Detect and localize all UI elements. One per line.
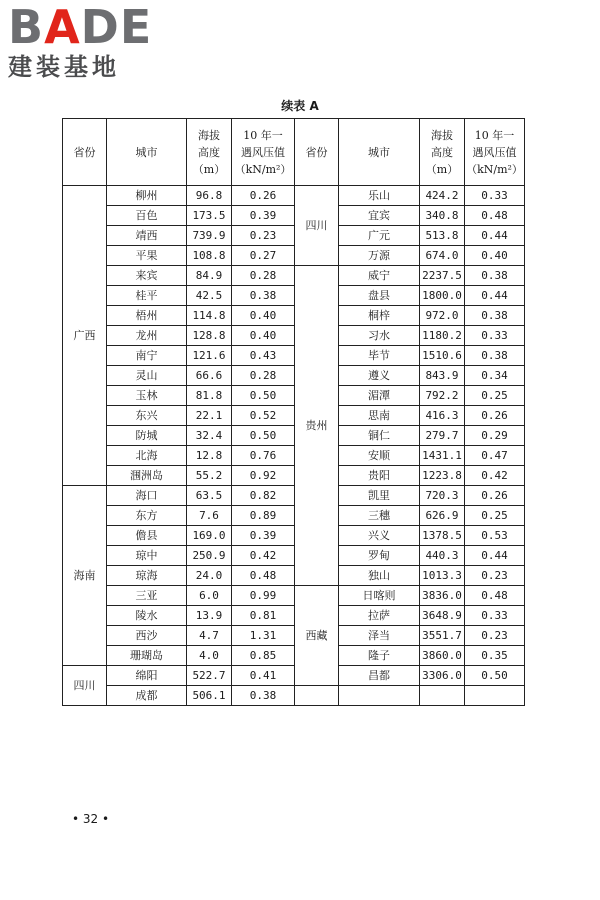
table-row <box>63 646 525 666</box>
pressure-cell: 0.50 <box>232 426 295 446</box>
altitude-cell: 1180.2 <box>420 326 465 346</box>
city-cell: 北海 <box>107 446 187 466</box>
table-row <box>63 286 525 306</box>
table-row <box>63 466 525 486</box>
altitude-cell: 416.3 <box>420 406 465 426</box>
table-row <box>63 486 525 506</box>
pressure-cell: 1.31 <box>232 626 295 646</box>
table-row <box>63 606 525 626</box>
table-caption: 续表 A <box>281 99 319 113</box>
city-cell: 贵阳 <box>339 466 420 486</box>
altitude-cell: 3551.7 <box>420 626 465 646</box>
pressure-cell: 0.29 <box>465 426 525 446</box>
altitude-cell: 279.7 <box>420 426 465 446</box>
city-cell: 昌都 <box>339 666 420 686</box>
table-row <box>63 666 525 686</box>
city-cell: 靖西 <box>107 226 187 246</box>
table-row <box>63 626 525 646</box>
city-cell: 琼海 <box>107 566 187 586</box>
pressure-cell: 0.42 <box>465 466 525 486</box>
altitude-cell: 674.0 <box>420 246 465 266</box>
table-row <box>63 306 525 326</box>
city-cell: 习水 <box>339 326 420 346</box>
city-cell: 宜宾 <box>339 206 420 226</box>
table-row <box>63 266 525 286</box>
pressure-cell: 0.38 <box>232 286 295 306</box>
altitude-cell: 506.1 <box>187 686 232 706</box>
pressure-cell: 0.26 <box>465 486 525 506</box>
city-cell: 凯里 <box>339 486 420 506</box>
city-cell: 日喀则 <box>339 586 420 606</box>
pressure-cell: 0.38 <box>232 686 295 706</box>
city-cell: 三亚 <box>107 586 187 606</box>
altitude-cell: 3836.0 <box>420 586 465 606</box>
header-altitude-left: 海拔 高度 （m） <box>187 119 232 186</box>
altitude-cell: 12.8 <box>187 446 232 466</box>
city-cell: 柳州 <box>107 186 187 206</box>
altitude-cell: 1510.6 <box>420 346 465 366</box>
page-number: • 32 • <box>72 812 110 826</box>
altitude-cell: 340.8 <box>420 206 465 226</box>
pressure-cell: 0.25 <box>465 386 525 406</box>
city-cell: 东方 <box>107 506 187 526</box>
pressure-cell: 0.50 <box>465 666 525 686</box>
table-row <box>63 326 525 346</box>
pressure-cell: 0.23 <box>465 626 525 646</box>
header-altitude-right: 海拔 高度 （m） <box>420 119 465 186</box>
table-row <box>63 446 525 466</box>
pressure-cell: 0.33 <box>465 326 525 346</box>
altitude-cell: 513.8 <box>420 226 465 246</box>
altitude-cell: 4.7 <box>187 626 232 646</box>
city-cell: 兴义 <box>339 526 420 546</box>
altitude-cell: 32.4 <box>187 426 232 446</box>
table-row <box>63 366 525 386</box>
pressure-cell: 0.28 <box>232 366 295 386</box>
pressure-cell: 0.48 <box>465 206 525 226</box>
pressure-cell: 0.39 <box>232 206 295 226</box>
city-cell: 泽当 <box>339 626 420 646</box>
province-cell: 四川 <box>63 666 107 706</box>
pressure-cell: 0.42 <box>232 546 295 566</box>
table-row <box>63 386 525 406</box>
altitude-cell: 173.5 <box>187 206 232 226</box>
pressure-cell: 0.23 <box>232 226 295 246</box>
city-cell: 南宁 <box>107 346 187 366</box>
altitude-cell: 55.2 <box>187 466 232 486</box>
table-row <box>63 206 525 226</box>
table-row <box>63 546 525 566</box>
pressure-cell: 0.38 <box>465 346 525 366</box>
altitude-cell: 250.9 <box>187 546 232 566</box>
province-cell: 四川 <box>295 186 339 266</box>
altitude-cell: 1013.3 <box>420 566 465 586</box>
header-province-left: 省份 <box>63 119 107 186</box>
city-cell: 珊瑚岛 <box>107 646 187 666</box>
altitude-cell: 96.8 <box>187 186 232 206</box>
altitude-cell: 843.9 <box>420 366 465 386</box>
altitude-cell: 972.0 <box>420 306 465 326</box>
province-cell: 西藏 <box>295 586 339 686</box>
pressure-cell: 0.50 <box>232 386 295 406</box>
city-cell: 铜仁 <box>339 426 420 446</box>
city-cell: 龙州 <box>107 326 187 346</box>
city-cell: 陵水 <box>107 606 187 626</box>
city-cell: 乐山 <box>339 186 420 206</box>
header-province-right: 省份 <box>295 119 339 186</box>
altitude-cell: 128.8 <box>187 326 232 346</box>
altitude-cell: 3648.9 <box>420 606 465 626</box>
altitude-cell: 3860.0 <box>420 646 465 666</box>
pressure-cell: 0.25 <box>465 506 525 526</box>
pressure-cell <box>465 686 525 706</box>
pressure-cell: 0.23 <box>465 566 525 586</box>
table-row <box>63 186 525 206</box>
pressure-cell: 0.44 <box>465 286 525 306</box>
table-row <box>63 686 525 706</box>
altitude-cell: 1223.8 <box>420 466 465 486</box>
city-cell: 桂平 <box>107 286 187 306</box>
altitude-cell: 3306.0 <box>420 666 465 686</box>
pressure-cell: 0.92 <box>232 466 295 486</box>
pressure-cell: 0.76 <box>232 446 295 466</box>
pressure-cell: 0.26 <box>465 406 525 426</box>
city-cell: 防城 <box>107 426 187 446</box>
pressure-cell: 0.27 <box>232 246 295 266</box>
city-cell: 拉萨 <box>339 606 420 626</box>
city-cell: 安顺 <box>339 446 420 466</box>
city-cell: 梧州 <box>107 306 187 326</box>
city-cell <box>339 686 420 706</box>
logo-letter-b: B <box>8 0 45 54</box>
city-cell: 独山 <box>339 566 420 586</box>
altitude-cell: 6.0 <box>187 586 232 606</box>
altitude-cell: 22.1 <box>187 406 232 426</box>
header-city-right: 城市 <box>339 119 420 186</box>
pressure-cell: 0.48 <box>465 586 525 606</box>
table-row <box>63 426 525 446</box>
pressure-cell: 0.41 <box>232 666 295 686</box>
city-cell: 罗甸 <box>339 546 420 566</box>
altitude-cell: 739.9 <box>187 226 232 246</box>
altitude-cell: 169.0 <box>187 526 232 546</box>
table-row <box>63 586 525 606</box>
city-cell: 西沙 <box>107 626 187 646</box>
pressure-cell: 0.48 <box>232 566 295 586</box>
altitude-cell: 522.7 <box>187 666 232 686</box>
pressure-cell: 0.28 <box>232 266 295 286</box>
city-cell: 隆子 <box>339 646 420 666</box>
altitude-cell: 1378.5 <box>420 526 465 546</box>
city-cell: 广元 <box>339 226 420 246</box>
city-cell: 灵山 <box>107 366 187 386</box>
altitude-cell: 63.5 <box>187 486 232 506</box>
city-cell: 威宁 <box>339 266 420 286</box>
altitude-cell: 24.0 <box>187 566 232 586</box>
header-city-left: 城市 <box>107 119 187 186</box>
altitude-cell: 2237.5 <box>420 266 465 286</box>
pressure-cell: 0.81 <box>232 606 295 626</box>
altitude-cell: 84.9 <box>187 266 232 286</box>
pressure-cell: 0.35 <box>465 646 525 666</box>
city-cell: 盘县 <box>339 286 420 306</box>
table-row <box>63 506 525 526</box>
table-row <box>63 226 525 246</box>
pressure-cell: 0.38 <box>465 266 525 286</box>
pressure-cell: 0.33 <box>465 606 525 626</box>
altitude-cell: 13.9 <box>187 606 232 626</box>
logo-wordmark <box>8 0 178 54</box>
altitude-cell: 1800.0 <box>420 286 465 306</box>
pressure-cell: 0.89 <box>232 506 295 526</box>
city-cell: 绵阳 <box>107 666 187 686</box>
logo-subtitle: 建装基地 <box>8 53 120 81</box>
table-row <box>63 246 525 266</box>
city-cell: 成都 <box>107 686 187 706</box>
altitude-cell: 440.3 <box>420 546 465 566</box>
city-cell: 百色 <box>107 206 187 226</box>
logo-letters-de: DE <box>80 0 153 54</box>
altitude-cell: 792.2 <box>420 386 465 406</box>
table-row <box>63 526 525 546</box>
pressure-cell: 0.53 <box>465 526 525 546</box>
altitude-cell <box>420 686 465 706</box>
province-cell <box>295 686 339 706</box>
pressure-cell: 0.47 <box>465 446 525 466</box>
logo-letter-a: A <box>44 0 81 54</box>
altitude-cell: 424.2 <box>420 186 465 206</box>
altitude-cell: 81.8 <box>187 386 232 406</box>
city-cell: 桐梓 <box>339 306 420 326</box>
pressure-cell: 0.40 <box>232 326 295 346</box>
altitude-cell: 42.5 <box>187 286 232 306</box>
altitude-cell: 720.3 <box>420 486 465 506</box>
pressure-cell: 0.43 <box>232 346 295 366</box>
wind-pressure-table <box>62 118 525 706</box>
city-cell: 玉林 <box>107 386 187 406</box>
altitude-cell: 108.8 <box>187 246 232 266</box>
header-pressure-right: 10 年一 遇风压值 （kN/m²） <box>465 119 525 186</box>
city-cell: 东兴 <box>107 406 187 426</box>
province-cell: 贵州 <box>295 266 339 586</box>
altitude-cell: 66.6 <box>187 366 232 386</box>
altitude-cell: 7.6 <box>187 506 232 526</box>
header-row <box>63 119 525 186</box>
pressure-cell: 0.52 <box>232 406 295 426</box>
province-cell: 广西 <box>63 186 107 486</box>
altitude-cell: 121.6 <box>187 346 232 366</box>
city-cell: 来宾 <box>107 266 187 286</box>
city-cell: 琼中 <box>107 546 187 566</box>
city-cell: 遵义 <box>339 366 420 386</box>
altitude-cell: 1431.1 <box>420 446 465 466</box>
pressure-cell: 0.85 <box>232 646 295 666</box>
province-cell: 海南 <box>63 486 107 666</box>
pressure-cell: 0.34 <box>465 366 525 386</box>
table-row <box>63 346 525 366</box>
altitude-cell: 114.8 <box>187 306 232 326</box>
table-row <box>63 566 525 586</box>
pressure-cell: 0.39 <box>232 526 295 546</box>
header-pressure-left: 10 年一 遇风压值 （kN/m²） <box>232 119 295 186</box>
city-cell: 涠洲岛 <box>107 466 187 486</box>
table-row <box>63 406 525 426</box>
city-cell: 三穗 <box>339 506 420 526</box>
city-cell: 思南 <box>339 406 420 426</box>
pressure-cell: 0.82 <box>232 486 295 506</box>
altitude-cell: 4.0 <box>187 646 232 666</box>
city-cell: 毕节 <box>339 346 420 366</box>
pressure-cell: 0.44 <box>465 226 525 246</box>
pressure-cell: 0.40 <box>465 246 525 266</box>
city-cell: 海口 <box>107 486 187 506</box>
pressure-cell: 0.99 <box>232 586 295 606</box>
pressure-cell: 0.38 <box>465 306 525 326</box>
pressure-cell: 0.33 <box>465 186 525 206</box>
city-cell: 儋县 <box>107 526 187 546</box>
table-body <box>63 186 525 706</box>
city-cell: 平果 <box>107 246 187 266</box>
pressure-cell: 0.44 <box>465 546 525 566</box>
pressure-cell: 0.26 <box>232 186 295 206</box>
altitude-cell: 626.9 <box>420 506 465 526</box>
city-cell: 万源 <box>339 246 420 266</box>
brand-logo <box>8 0 178 82</box>
pressure-cell: 0.40 <box>232 306 295 326</box>
city-cell: 湄潭 <box>339 386 420 406</box>
